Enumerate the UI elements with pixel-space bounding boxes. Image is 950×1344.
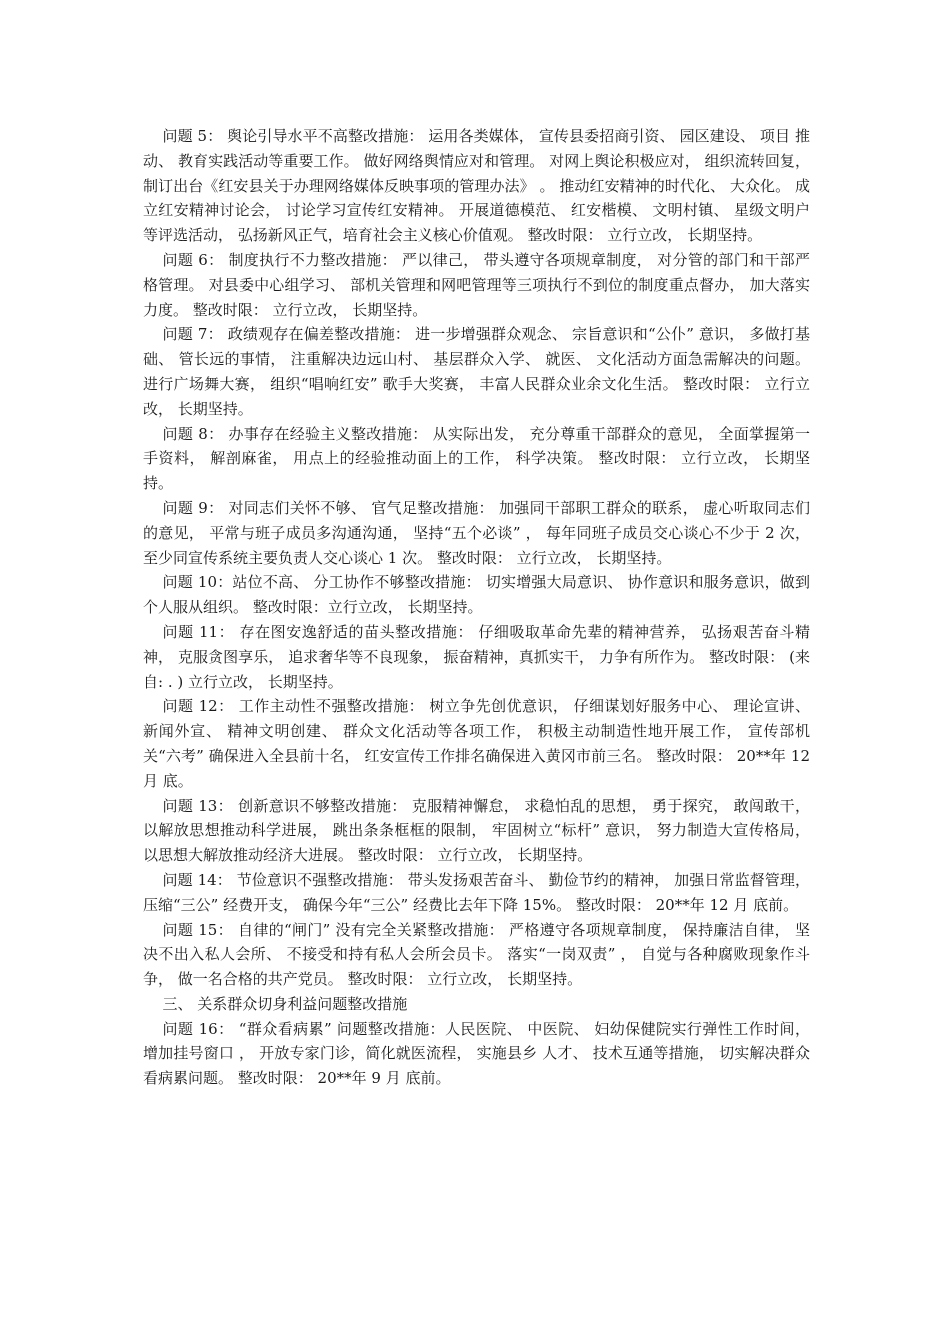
paragraph-issue-14: 问题 14： 节俭意识不强整改措施： 带头发扬艰苦奋斗、 勤俭节约的精神， 加强日常监督管理， 压缩“三公” 经费开支， 确保今年“三公” 经费比去年下降 15%。 整改时限： 20**年 12 月 底前。 [143,870,810,914]
paragraph-issue-13: 问题 13： 创新意识不够整改措施： 克服精神懈怠， 求稳怕乱的思想， 勇于探究， 敢闯敢干， 以解放思想推动科学进展， 跳出条条框框的限制， 牢固树立“标杆” 意识， 努力制造大宣传格局， 以思想大解放推动经济大进展。 整改时限： 立行立改， 长期坚持。 [143,796,810,865]
paragraph-issue-5: 问题 5： 舆论引导水平不高整改措施： 运用各类媒体， 宣传县委招商引资、 园区建设、 项目 推动、 教育实践活动等重要工作。 做好网络舆情应对和管理。 对网上舆论积极应对， 组织流转回复， 制订出台《红安县关于办理网络媒体反映事项的管理办法》 。 推动红安精神的时代化、 大众化。 成立红安精神讨论会， 讨论学习宣传红安精神。 开展道德模范、 红安楷模、 文明村镇、 星级文明户 等评选活动， 弘扬新风正气，培育社会主义核心价值观。 整改时限： 立行立改， 长期坚持。 [143,127,810,245]
section-heading-3: 三、 关系群众切身利益问题整改措施 [162,994,408,1013]
paragraph-issue-9: 问题 9： 对同志们关怀不够、 官气足整改措施： 加强同干部职工群众的联系， 虚心听取同志们的意见， 平常与班子成员多沟通沟通， 坚持“五个必谈” ， 每年同班子成员交心谈心不少于 2 次， 至少同宣传系统主要负责人交心谈心 1 次。 整改时限： 立行立改， 长期坚持。 [143,498,810,567]
paragraph-issue-10: 问题 10：站位不高、 分工协作不够整改措施： 切实增强大局意识、 协作意识和服务意识，做到个人服从组织。 整改时限：立行立改， 长期坚持。 [143,573,810,617]
document-body [143,124,810,1091]
paragraph-issue-6: 问题 6： 制度执行不力整改措施： 严以律己， 带头遵守各项规章制度， 对分管的部门和干部严格管理。 对县委中心组学习、 部机关管理和网吧管理等三项执行不到位的制度重点督办， 加大落实力度。 整改时限： 立行立改， 长期坚持。 [143,250,810,319]
paragraph-issue-7: 问题 7： 政绩观存在偏差整改措施： 进一步增强群众观念、 宗旨意识和“公仆” 意识， 多做打基础、 管长远的事情， 注重解决边远山村、 基层群众入学、 就医、 文化活动方面急需解决的问题。 进行广场舞大赛， 组织“唱响红安” 歌手大奖赛， 丰富人民群众业余文化生活。 整改时限： 立行立改， 长期坚持。 [143,325,810,418]
paragraph-issue-12: 问题 12： 工作主动性不强整改措施： 树立争先创优意识， 仔细谋划好服务中心、 理论宣讲、 新闻外宣、 精神文明创建、 群众文化活动等各项工作， 积极主动制造性地开展工作， 宣传部机关“六考” 确保进入全县前十名， 红安宣传工作排名确保进入黄冈市前三名。 整改时限： 20**年 12 月 底。 [143,697,810,790]
paragraph-issue-15: 问题 15： 自律的“闸门” 没有完全关紧整改措施： 严格遵守各项规章制度， 保持廉洁自律， 坚决不出入私人会所、 不接受和持有私人会所会员卡。 落实“一岗双责” ， 自觉与各种腐败现象作斗争， 做一名合格的共产党员。 整改时限： 立行立改， 长期坚持。 [143,920,810,989]
paragraph-issue-16: 问题 16： “群众看病累” 问题整改措施：人民医院、 中医院、 妇幼保健院实行弹性工作时间， 增加挂号窗口 ， 开放专家门诊，简化就医流程， 实施县乡 人才、 技术互通等措施， 切实解决群众看病累问题。 整改时限： 20**年 9 月 底前。 [143,1019,810,1088]
paragraph-issue-8: 问题 8： 办事存在经验主义整改措施： 从实际出发， 充分尊重干部群众的意见， 全面掌握第一手资料， 解剖麻雀， 用点上的经验推动面上的工作， 科学决策。 整改时限： 立行立改， 长期坚持。 [143,424,810,493]
paragraph-issue-11: 问题 11： 存在图安逸舒适的苗头整改措施： 仔细吸取革命先辈的精神营养， 弘扬艰苦奋斗精神， 克服贪图享乐， 追求奢华等不良现象， 振奋精神，真抓实干， 力争有所作为。 整改时限： (来自: . ) 立行立改， 长期坚持。 [143,622,810,691]
